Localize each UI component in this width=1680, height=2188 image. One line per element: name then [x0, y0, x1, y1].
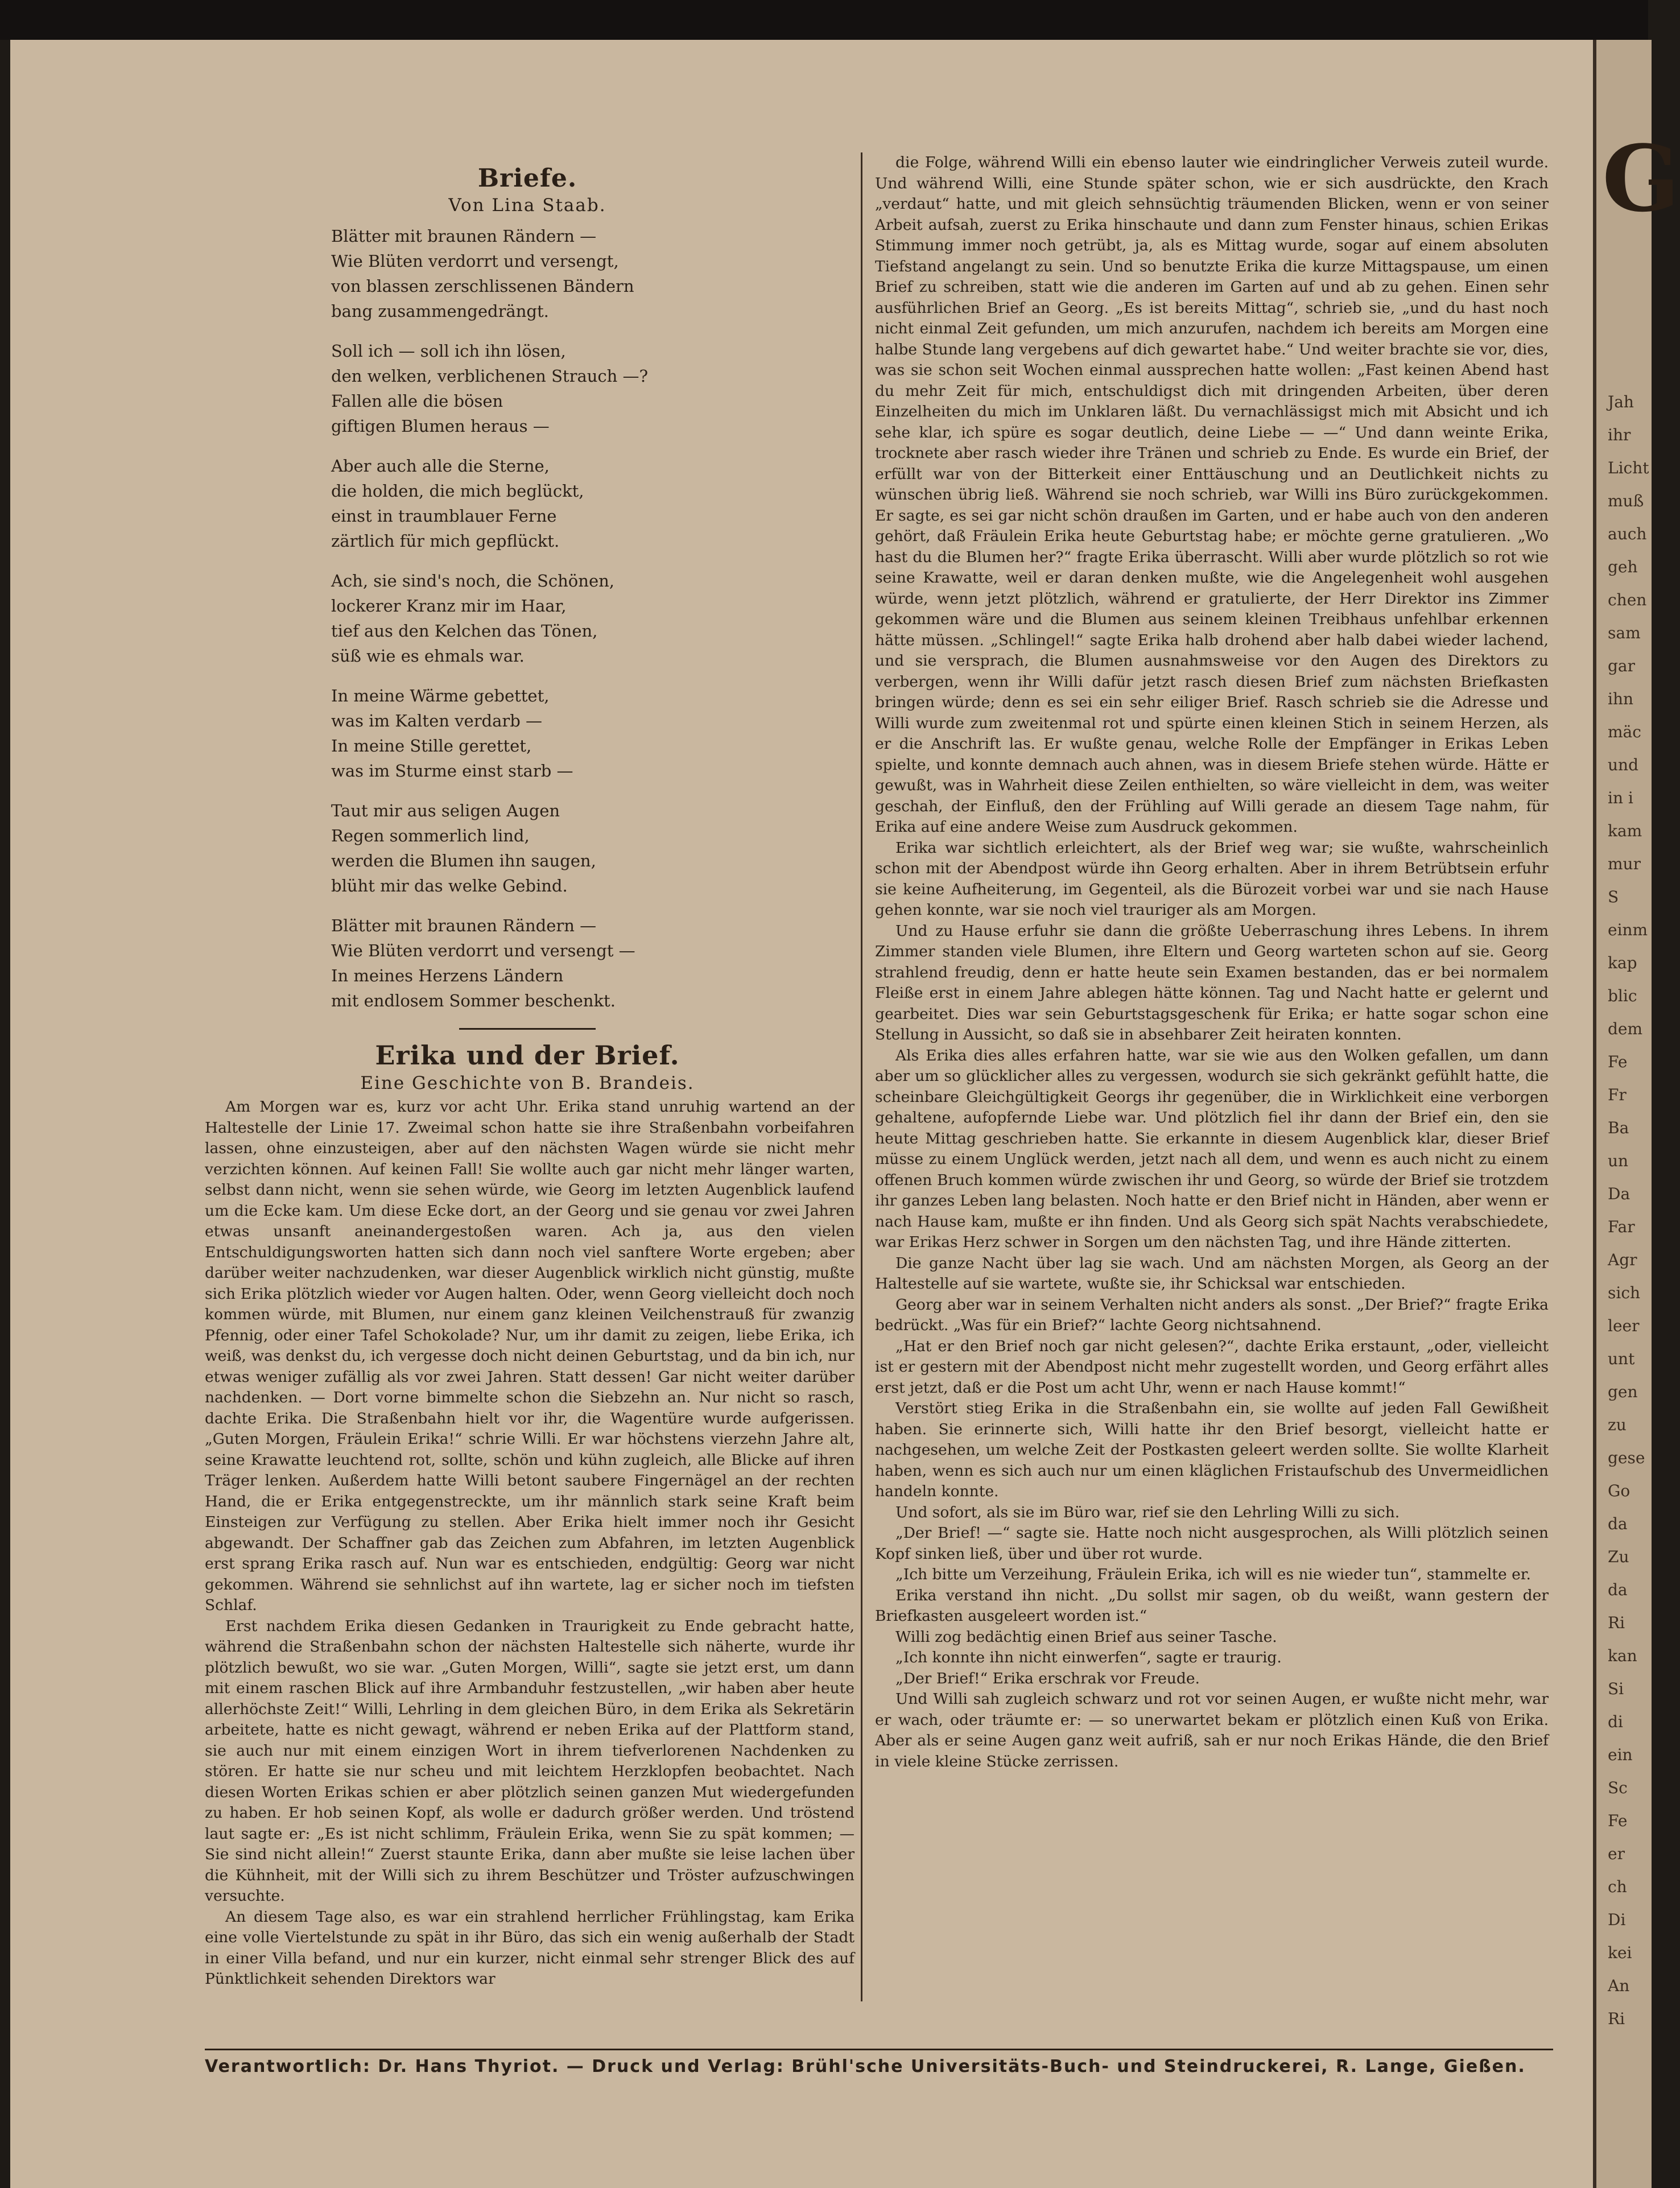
poem-line: tief aus den Kelchen das Tönen,: [331, 621, 598, 641]
text-fragment: sich: [1608, 1283, 1641, 1302]
poem-line: bang zusammengedrängt.: [331, 302, 549, 321]
story-paragraph: „Hat er den Brief noch gar nicht gelesen?“, dachte Erika erstaunt, „oder, vielleicht ist er gestern mit der Abendpost nicht mehr zugestellt worden, und Georg erfährt alles erst jetzt, daß er die Post um acht Uhr, wenn er nach Hause kommt!“: [875, 1337, 1549, 1397]
text-fragment: Ri: [1608, 1613, 1625, 1632]
story-paragraph: Erst nachdem Erika diesen Gedanken in Traurigkeit zu Ende gebracht hatte, während die Straßenbahn schon der nächsten Haltestelle sich näherte, wurde ihr plötzlich bewußt, wo sie war. „Guten Morgen, Willi“, sagte sie jetzt erst, um dann mit einem raschen Blick auf ihre Armbanduhr festzustellen, „wir haben aber heute allerhöchste Zeit!“ Willi, Lehrling in dem gleichen Büro, in dem Erika als Sekretärin arbeitete, hatte es nicht gewagt, während er neben Erika auf der Plattform stand, sie auch nur mit einem einzigen Wort in ihrem tiefverlorenen Nachdenken zu stören. Er hatte sie nur scheu und mit leichtem Herzklopfen beobachtet. Nach diesen Worten Erikas schien er aber plötzlich seinen ganzen Mut wiedergefunden zu haben. Er hob seinen Kopf, als wolle er dadurch größer werden. Und tröstend laut sagte er: „Es ist nicht schlimm, Fräulein Erika, wenn Sie zu spät kommen; — Sie sind nicht allein!“ Zuerst staunte Erika, dann aber mußte sie leise lachen über die Kühnheit, mit der Willi sich zu ihrem Beschützer und Tröster aufzuschwingen versuchte.: [205, 1617, 855, 1905]
text-fragment: gese: [1608, 1448, 1645, 1467]
text-fragment: und: [1608, 756, 1638, 774]
story-paragraph: die Folge, während Willi ein ebenso lauter wie eindringlicher Verweis zuteil wurde. Und während Willi, eine Stunde später schon, wie er sich ausdrückte, den Krach „verdaut“ hatte, und mit gleich sehnsüchtig träumenden Blicken, wenn er von seiner Arbeit aufsah, zuerst zu Erika hinschaute und dann zum Fenster hinaus, schien Erikas Stimmung immer noch getrübt, ja, als es Mittag wurde, sogar auf einem absoluten Tiefstand angelangt zu sein. Und so benutzte Erika die kurze Mittagspause, um einen Brief zu schreiben, statt wie die anderen im Garten auf und ab zu gehen. Einen sehr ausführlichen Brief an Georg. „Es ist bereits Mittag“, schrieb sie, „und du hast noch nicht einmal Zeit gefunden, um mich anzurufen, nachdem ich bereits am Morgen eine halbe Stunde lang vergebens auf dich gewartet habe.“ Und weiter brachte sie vor, dies, was sie schon seit Wochen einmal aussprechen hatte wollen: „Fast keinen Abend hast du mehr Zeit für mich, entschuldigst dich mit dringenden Arbeiten, über deren Einzelheiten du mich im Unklaren läßt. Du vernachlässigst mich mit Absicht und ich sehe klar, ich spüre es sogar deutlich, deine Liebe — —“ Und dann weinte Erika, trocknete aber rasch wieder ihre Tränen und schrieb zu Ende. Es wurde ein Brief, der erfüllt war von der Bitterkeit einer Enttäuschung und an Deutlichkeit nichts zu wünschen übrig ließ. Während sie noch schrieb, war Willi ins Büro zurückgekommen. Er sagte, es sei gar nicht schön draußen im Garten, und er habe auch von den anderen gehört, daß Fräulein Erika heute Geburtstag habe; er möchte gerne gratulieren. „Wo hast du die Blumen her?“ fragte Erika überrascht. Willi aber wurde plötzlich so rot wie seine Krawatte, weil er daran denken mußte, wie die Angelegenheit wohl ausgehen würde, wenn jetzt plötzlich, während er gratulierte, der Herr Direktor ins Zimmer gekommen wäre und die Blumen aus seinem kleinen Treibhaus unfehlbar erkennen hätte müssen. „Schlingel!“ sagte Erika halb drohend aber halb dabei wieder lachend, und sie versprach, die Blumen ausnahmsweise vor den Augen des Direktors zu verbergen, wenn ihr Willi dafür jetzt rasch diesen Brief zum nächsten Briefkasten bringen würde; denn es sei ein sehr eiliger Brief. Rasch schrieb sie die Adresse und Willi wurde zum zweitenmal rot und spürte einen kleinen Stich in seinem Herzen, als er die Anschrift las. Er wußte genau, welche Rolle der Empfänger in Erikas Leben spielte, und konnte demnach auch ahnen, was in diesem Briefe stehen würde. Hätte er gewußt, was in Wahrheit diese Zeilen enthielten, so wäre vielleicht in dem, was weiter geschah, der Einfluß, den der Frühling auf Willi gerade an diesem Tage nahm, für Erika auf eine andere Weise zum Ausdruck gekommen.: [875, 154, 1549, 836]
text-fragment: Sc: [1608, 1778, 1628, 1797]
poem-line: In meines Herzens Ländern: [331, 966, 564, 985]
poem-line: In meine Wärme gebettet,: [331, 686, 550, 705]
text-fragment: gar: [1608, 657, 1636, 675]
poem-line: In meine Stille gerettet,: [331, 736, 532, 756]
text-fragment: Ri: [1608, 2009, 1625, 2028]
text-fragment: Fe: [1608, 1811, 1628, 1830]
text-fragment: Far: [1608, 1217, 1635, 1236]
text-fragment: kan: [1608, 1646, 1637, 1665]
poem-line: was im Kalten verdarb —: [331, 711, 543, 730]
story-paragraph: Als Erika dies alles erfahren hatte, war sie wie aus den Wolken gefallen, um dann aber um so glücklicher alles zu vergessen, wodurch sie sich gekränkt gefühlt hatte, die scheinbare Gleichgültigkeit Georgs ihr gegenüber, die in Wirklichkeit eine verborgen gehaltene, aufopfernde Liebe war. Und plötzlich fiel ihr dann der Brief ein, den sie heute Mittag geschrieben hatte. Sie erkannte in diesem Augenblick klar, dieser Brief müsse zu einem Unglück werden, jetzt nach all dem, und wenn es auch nicht zu einem offenen Bruch kommen würde zwischen ihr und Georg, so würde der Brief sie trotzdem ihr ganzes Leben lang belasten. Noch hatte er den Brief nicht in Händen, aber wenn er nach Hause kam, mußte er ihn finden. Und als Georg sich spät Nachts verabschiedete, war Erikas Herz schwer in Sorgen um den nächsten Tag, und ihre Hände zitterten.: [875, 1046, 1549, 1251]
text-fragment: Da: [1608, 1184, 1631, 1203]
poem-line: Aber auch alle die Sterne,: [331, 456, 550, 476]
story-paragraph: „Der Brief! —“ sagte sie. Hatte noch nicht ausgesprochen, als Willi plötzlich seinen Kopf sinken ließ, über und über rot wurde.: [875, 1524, 1549, 1563]
footer-rule: [205, 2049, 1553, 2050]
story-paragraph: An diesem Tage also, es war ein strahlend herrlicher Frühlingstag, kam Erika eine volle Viertelstunde zu spät in ihr Büro, das sich ein wenig außerhalb der Stadt in einer Villa befand, und nur ein kurzer, nicht einmal sehr strenger Blick des auf Pünktlichkeit sehenden Direktors war: [205, 1908, 855, 1988]
story-paragraph: Verstört stieg Erika in die Straßenbahn ein, sie wollte auf jeden Fall Gewißheit haben. Sie erinnerte sich, Willi hatte ihr den Brief besorgt, vielleicht hatte er nachgesehen, um welche Zeit der Postkasten geleert werden sollte. Sie wollte Klarheit haben, wenn es sich auch nur um einen kläglichen Fristaufschub des Unvermeidlichen handeln konnte.: [875, 1400, 1549, 1500]
text-fragment: da: [1608, 1514, 1628, 1533]
poem-line: Wie Blüten verdorrt und versengt,: [331, 251, 619, 271]
text-fragment: da: [1608, 1580, 1628, 1599]
poem-stanza: [331, 913, 855, 1013]
text-fragment: Go: [1608, 1481, 1631, 1500]
poem-line: Wie Blüten verdorrt und versengt —: [331, 941, 635, 960]
section-separator: [459, 1028, 596, 1030]
text-fragment: einm: [1608, 920, 1648, 939]
story-paragraph: Und sofort, als sie im Büro war, rief sie den Lehrling Willi zu sich.: [895, 1503, 1400, 1521]
poem-line: süß wie es ehmals war.: [331, 646, 525, 666]
text-fragment: ein: [1608, 1745, 1633, 1764]
story-paragraph: Georg aber war in seinem Verhalten nicht anders als sonst. „Der Brief?“ fragte Erika bedrückt. „Was für ein Brief?“ lachte Georg nichtsahnend.: [875, 1295, 1549, 1334]
story-paragraph: Die ganze Nacht über lag sie wach. Und am nächsten Morgen, als Georg an der Haltestelle auf sie wartete, wußte sie, ihr Schicksal war entschieden.: [875, 1254, 1549, 1293]
text-fragment: blic: [1608, 986, 1637, 1005]
story-paragraph: „Ich bitte um Verzeihung, Fräulein Erika, ich will es nie wieder tun“, stammelte er.: [895, 1566, 1531, 1583]
text-fragment: kei: [1608, 1943, 1632, 1962]
text-fragment: unt: [1608, 1349, 1635, 1368]
poem-stanza: [331, 683, 855, 783]
text-fragment: gen: [1608, 1382, 1638, 1401]
poem-line: blüht mir das welke Gebind.: [331, 876, 568, 895]
text-fragment: mur: [1608, 854, 1641, 873]
text-fragment: er: [1608, 1844, 1625, 1863]
story-paragraph: Willi zog bedächtig einen Brief aus seiner Tasche.: [895, 1628, 1277, 1646]
story-paragraph: Erika verstand ihn nicht. „Du sollst mir sagen, ob du weißt, wann gestern der Briefkasten ausgeleert worden ist.“: [875, 1586, 1549, 1625]
text-fragment: Zu: [1608, 1547, 1629, 1566]
poem-author: Von Lina Staab.: [448, 195, 606, 216]
poem-line: Soll ich — soll ich ihn lösen,: [331, 341, 566, 361]
text-fragment: Ba: [1608, 1118, 1629, 1137]
text-fragment: geh: [1608, 558, 1638, 576]
poem-line: Regen sommerlich lind,: [331, 826, 530, 845]
story-paragraph: „Ich konnte ihn nicht einwerfen“, sagte er traurig.: [895, 1649, 1282, 1666]
poem-stanza: [331, 568, 855, 668]
text-fragment: muß: [1608, 492, 1644, 510]
text-fragment: in i: [1608, 788, 1633, 807]
poem-line: lockerer Kranz mir im Haar,: [331, 596, 567, 616]
poem-stanza: [331, 798, 855, 898]
masthead-fragment: G: [1602, 125, 1680, 232]
text-fragment: leer: [1608, 1316, 1640, 1335]
right-column: [870, 152, 1549, 2030]
left-column: [200, 152, 855, 2030]
text-fragment: ihr: [1608, 426, 1631, 444]
text-fragment: auch: [1608, 525, 1647, 543]
poem-line: zärtlich für mich gepflückt.: [331, 531, 560, 551]
text-fragment: Fe: [1608, 1052, 1628, 1071]
poem-line: Taut mir aus seligen Augen: [331, 801, 560, 820]
imprint-text: Verantwortlich: Dr. Hans Thyriot. — Druck und Verlag: Brühl'sche Universitäts-Buch- und Steindruckerei, R. Lange, Gießen.: [205, 2057, 1526, 2076]
text-fragment: Agr: [1608, 1250, 1637, 1269]
story-paragraph: „Der Brief!“ Erika erschrak vor Freude.: [895, 1669, 1200, 1687]
text-fragment: un: [1608, 1151, 1629, 1170]
poem-line: den welken, verblichenen Strauch —?: [331, 366, 649, 386]
story-text-right: [870, 152, 1549, 1772]
poem-stanza: [331, 338, 855, 439]
text-fragment: ihn: [1608, 690, 1634, 708]
text-fragment: Fr: [1608, 1085, 1627, 1104]
text-fragment: ch: [1608, 1877, 1627, 1896]
text-fragment: di: [1608, 1712, 1623, 1731]
poem-line: was im Sturme einst starb —: [331, 761, 573, 781]
text-fragment: Licht: [1608, 459, 1649, 477]
story-text-left: [200, 1097, 855, 1990]
column-rule: [861, 152, 862, 2001]
text-fragment: sam: [1608, 624, 1641, 642]
poem-line: giftigen Blumen heraus —: [331, 416, 550, 436]
adjacent-page-edge: [1593, 40, 1680, 2188]
text-fragment: dem: [1608, 1019, 1643, 1038]
poem-body: [200, 224, 855, 1013]
poem-line: Blätter mit braunen Rändern —: [331, 226, 597, 246]
text-fragment: Si: [1608, 1679, 1624, 1698]
text-fragment: Jah: [1608, 393, 1634, 411]
poem-line: mit endlosem Sommer beschenkt.: [331, 991, 616, 1010]
story-paragraph: Und zu Hause erfuhr sie dann die größte Ueberraschung ihres Lebens. In ihrem Zimmer standen viele Blumen, ihre Eltern und Georg warteten schon auf sie. Georg strahlend freudig, denn er hatte heute sein Examen bestanden, das er bei normalem Fleiße erst in einem Jahre ablegen hätte können. Tag und Nacht hatte er gelernt und gearbeitet. Dies war sein Geburtstagsgeschenk für Erika; er hatte sogar schon eine Stellung in Aussicht, so daß sie in absehbarer Zeit heiraten konnten.: [875, 922, 1549, 1043]
poem-line: werden die Blumen ihn saugen,: [331, 851, 596, 870]
poem-line: die holden, die mich beglückt,: [331, 481, 584, 501]
poem-stanza: [331, 224, 855, 324]
text-fragment: An: [1608, 1976, 1630, 1995]
poem-line: Fallen alle die bösen: [331, 391, 503, 411]
story-author: Eine Geschichte von B. Brandeis.: [360, 1073, 695, 1093]
text-fragment: chen: [1608, 591, 1647, 609]
poem-title: Briefe.: [477, 164, 577, 193]
poem-line: Blätter mit braunen Rändern —: [331, 916, 597, 935]
story-paragraph: Am Morgen war es, kurz vor acht Uhr. Erika stand unruhig wartend an der Haltestelle der Linie 17. Zweimal schon hatte sie ihre Straßenbahn vorbeifahren lassen, ohne einzusteigen, aber auf den nächsten Wagen würde sie nicht mehr verzichten können. Auf keinen Fall! Sie wollte auch gar nicht mehr länger warten, selbst dann nicht, wenn sie sehen würde, wie Georg im letzten Augenblick laufend um die Ecke kam. Um diese Ecke dort, an der Georg und sie genau vor zwei Jahren etwas unsanft aneinandergestoßen waren. Ach ja, aus den vielen Entschuldigungsworten hatten sich dann noch viel sanftere Worte ergeben; aber darüber weiter nachzudenken, war dieser Augenblick wirklich nicht günstig, mußte sich Erika plötzlich wieder vor Augen halten. Oder, wenn Georg vielleicht doch noch kommen würde, mit Blumen, nur einem ganz kleinen Veilchenstrauß für zwanzig Pfennig, oder einer Tafel Schokolade? Nur, um ihr damit zu zeigen, liebe Erika, ich weiß, was denkst du, ich vergesse doch nicht deinen Geburtstag, und da bin ich, nur etwas weniger zufällig als vor zwei Jahren. Statt dessen! Gar nicht weiter darüber nachdenken. — Dort vorne bimmelte schon die Siebzehn an. Nur nicht so rasch, dachte Erika. Die Straßenbahn hielt vor ihr, die Wagentüre wurde aufgerissen. „Guten Morgen, Fräulein Erika!“ schrie Willi. Er war höchstens vierzehn Jahre alt, seine Krawatte leuchtend rot, sollte, schön und kühn zugleich, alle Blicke auf ihren Träger lenken. Außerdem hatte Willi betont saubere Fingernägel an der rechten Hand, die er Erika entgegenstreckte, um ihr männlich stark seine Kraft beim Einsteigen zur Verfügung zu stellen. Aber Erika hielt immer noch ihr Gesicht abgewandt. Der Schaffner gab das Zeichen zum Abfahren, im letzten Augenblick erst sprang Erika rasch auf. Nun war es entschieden, endgültig: Georg war nicht gekommen. Während sie sehnlichst auf ihn wartete, lag er sicher noch im tiefsten Schlaf.: [205, 1098, 855, 1614]
text-fragment: Di: [1608, 1910, 1626, 1929]
story-title: Erika und der Brief.: [375, 1040, 680, 1071]
story-paragraph: Erika war sichtlich erleichtert, als der Brief weg war; sie wußte, wahrscheinlich schon mit der Abendpost würde ihn Georg erhalten. Aber in ihrem Betrübtsein erfuhr sie keine Aufheiterung, im Gegenteil, als die Bürozeit vorbei war und sie nach Hause gehen konnte, war sie noch viel trauriger als am Morgen.: [875, 839, 1549, 919]
text-fragment: S: [1608, 887, 1619, 906]
imprint-footer: [205, 2057, 1553, 2091]
text-fragment: mäc: [1608, 723, 1641, 741]
poem-line: von blassen zerschlissenen Bändern: [331, 276, 634, 296]
poem-line: Ach, sie sind's noch, die Schönen,: [331, 571, 614, 591]
text-fragment: kam: [1608, 821, 1642, 840]
poem-stanza: [331, 453, 855, 554]
text-fragment: kap: [1608, 953, 1637, 972]
scan-top-border: [0, 0, 1648, 40]
story-paragraph: Und Willi sah zugleich schwarz und rot vor seinen Augen, er wußte nicht mehr, war er wach, oder träumte er: — so unerwartet bekam er plötzlich einen Kuß von Erika. Aber als er seine Augen ganz weit aufriß, sah er nur noch Erikas Hände, die den Brief in viele kleine Stücke zerrissen.: [875, 1690, 1549, 1770]
text-fragment: zu: [1608, 1415, 1627, 1434]
poem-line: einst in traumblauer Ferne: [331, 506, 557, 526]
